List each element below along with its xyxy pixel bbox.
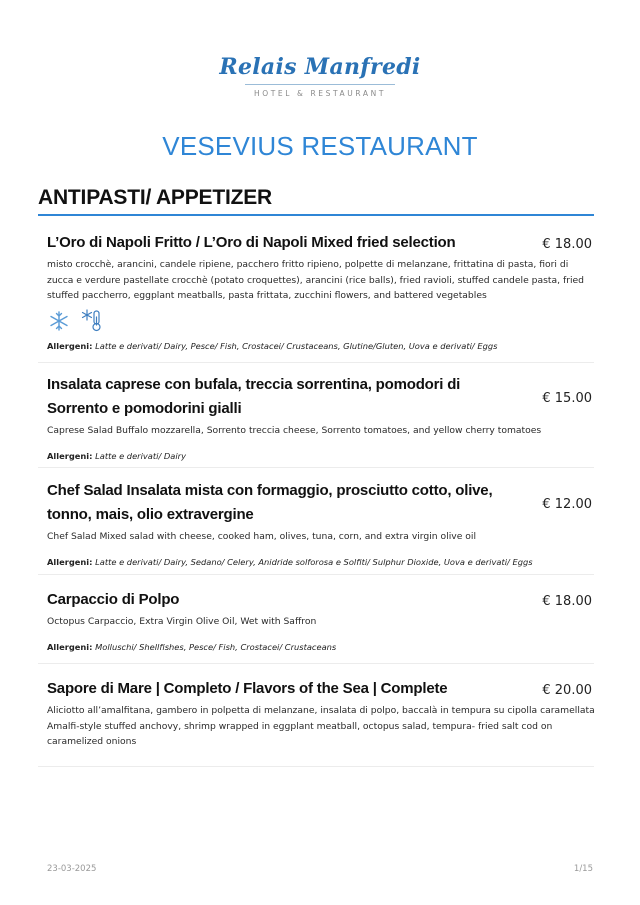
allergens-label: Allergeni: bbox=[47, 341, 93, 351]
menu-item bbox=[47, 479, 595, 568]
item-separator bbox=[38, 574, 594, 575]
item-name: Chef Salad Insalata mista con formaggio, prosciutto cotto, olive, tonno, mais, olio extravergine bbox=[47, 482, 493, 523]
menu-item bbox=[47, 588, 595, 653]
allergens-row bbox=[47, 340, 595, 352]
snowflake-icon bbox=[48, 310, 70, 332]
brand-name: Relais Manfredi bbox=[219, 54, 421, 80]
item-description: Aliciotto all’amalfitana, gambero in polpetta di melanzane, insalata di polpo, baccalà in tempura su cipolla caramellata Amalfi-style stuffed anchovy, shrimp wrapped in eggplant meatball, octopus salad, tempura- fried salt cod on caramelized onions bbox=[47, 705, 595, 747]
menu-item bbox=[47, 373, 595, 462]
frozen-thermometer-icon bbox=[81, 308, 105, 332]
section-divider bbox=[38, 214, 594, 216]
logo-divider bbox=[245, 84, 395, 85]
menu-item bbox=[47, 231, 595, 304]
item-name: Insalata caprese con bufala, treccia sorrentina, pomodori di Sorrento e pomodorini gialli bbox=[47, 376, 461, 417]
page-number: 1/15 bbox=[573, 864, 593, 874]
item-name: Sapore di Mare | Completo / Flavors of the Sea | Complete bbox=[47, 680, 448, 697]
item-price: € 18.00 bbox=[542, 594, 592, 609]
allergens-label: Allergeni: bbox=[47, 641, 93, 652]
allergens-list: Latte e derivati/ Dairy, Sedano/ Celery, Anidride solforosa e Solfiti/ Sulphur Dioxide, Uova e derivati/ Eggs bbox=[95, 556, 533, 567]
allergens-label: Allergeni: bbox=[47, 450, 93, 461]
menu-item bbox=[47, 677, 595, 750]
restaurant-title: VESEVIUS RESTAURANT bbox=[162, 131, 478, 161]
item-separator bbox=[38, 663, 594, 664]
item-price: € 18.00 bbox=[542, 237, 592, 252]
item-separator bbox=[38, 467, 594, 468]
item-separator bbox=[38, 362, 594, 363]
footer-date: 23-03-2025 bbox=[47, 864, 97, 874]
allergens-label: Allergeni: bbox=[47, 556, 93, 567]
item-icons bbox=[48, 308, 111, 332]
item-separator bbox=[38, 766, 594, 767]
item-description: Caprese Salad Buffalo mozzarella, Sorrento treccia cheese, Sorrento tomatoes, and yellow cherry tomatoes bbox=[47, 425, 542, 436]
item-price: € 20.00 bbox=[542, 683, 592, 698]
item-description: Octopus Carpaccio, Extra Virgin Olive Oil, Wet with Saffron bbox=[47, 616, 317, 627]
section-title: ANTIPASTI/ APPETIZER bbox=[38, 186, 273, 209]
brand-logo bbox=[0, 52, 640, 98]
item-price: € 15.00 bbox=[542, 391, 592, 406]
allergens-list: Latte e derivati/ Dairy bbox=[95, 450, 186, 461]
item-name: Carpaccio di Polpo bbox=[47, 591, 180, 608]
item-name: L’Oro di Napoli Fritto / L’Oro di Napoli Mixed fried selection bbox=[47, 234, 456, 251]
allergens-list: Molluschi/ Shellfishes, Pesce/ Fish, Crostacei/ Crustaceans bbox=[95, 641, 337, 652]
item-description: Chef Salad Mixed salad with cheese, cooked ham, olives, tuna, corn, and extra virgin olive oil bbox=[47, 531, 477, 542]
item-description: misto crocchè, arancini, candele ripiene, pacchero fritto ripieno, polpette di melanzane, frittatina di pasta, fiori di zucca e verdure pastellate crocchè (potato croquettes), arancini (rice balls), fried ravioli, stuffed candele pasta, fried stuffed paccherro, eggplant meatballs, pasta frittata, zucchini flowers, and battered vegetables bbox=[47, 259, 585, 301]
allergens-list: Latte e derivati/ Dairy, Pesce/ Fish, Crostacei/ Crustaceans, Glutine/Gluten, Uova e derivati/ Eggs bbox=[95, 341, 498, 351]
brand-subtitle: HOTEL & RESTAURANT bbox=[253, 89, 387, 98]
item-price: € 12.00 bbox=[542, 497, 592, 512]
